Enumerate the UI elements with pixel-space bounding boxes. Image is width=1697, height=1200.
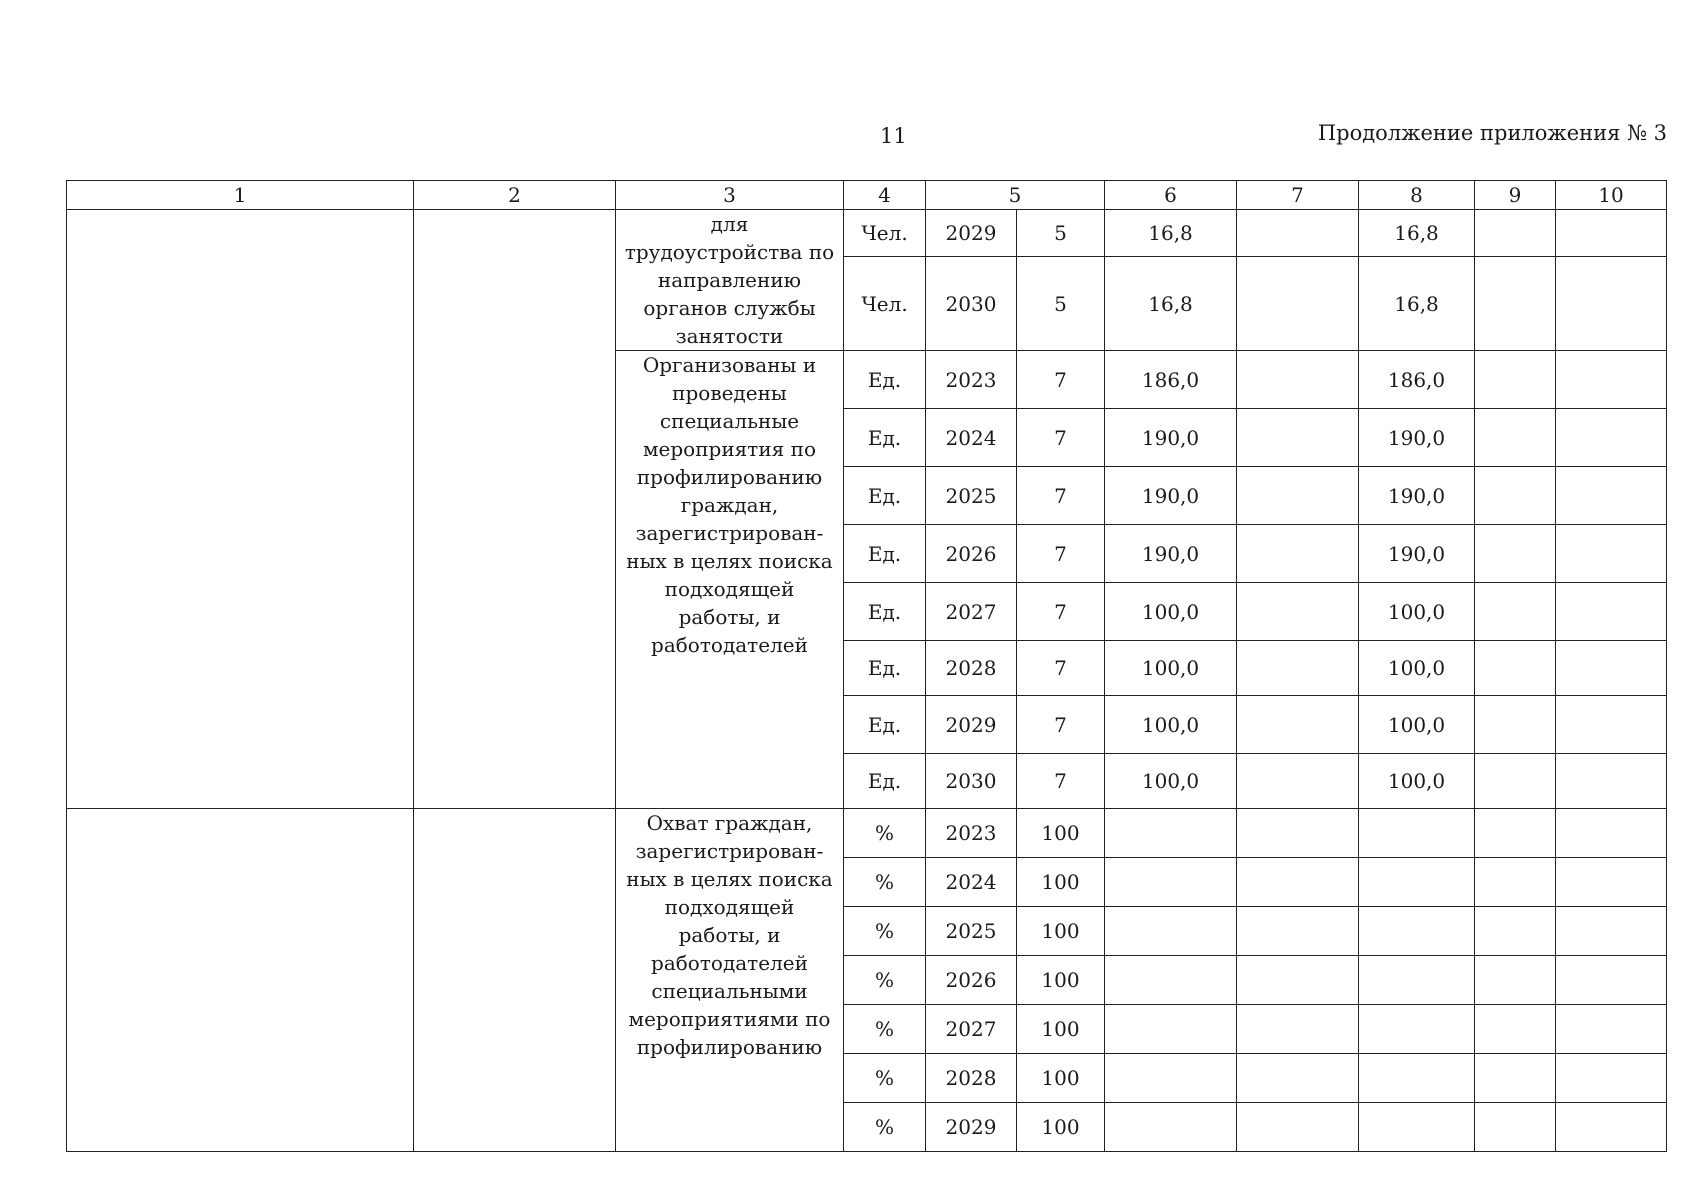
value-cell — [1556, 210, 1667, 257]
count-cell: 7 — [1017, 583, 1105, 641]
column-number: 3 — [616, 181, 844, 210]
column-number: 1 — [67, 181, 414, 210]
unit-cell: % — [844, 809, 926, 858]
value-cell — [1237, 809, 1359, 858]
value-cell: 190,0 — [1359, 525, 1475, 583]
value-cell — [1237, 956, 1359, 1005]
value-cell — [1556, 409, 1667, 467]
value-cell — [1359, 1005, 1475, 1054]
value-cell — [1556, 583, 1667, 641]
value-cell: 100,0 — [1359, 754, 1475, 809]
value-cell — [1237, 409, 1359, 467]
count-cell: 100 — [1017, 956, 1105, 1005]
value-cell — [1105, 907, 1237, 956]
year-cell: 2030 — [926, 754, 1017, 809]
column-number: 8 — [1359, 181, 1475, 210]
unit-cell: Ед. — [844, 351, 926, 409]
count-cell: 7 — [1017, 641, 1105, 696]
count-cell: 5 — [1017, 257, 1105, 351]
value-cell — [1475, 641, 1556, 696]
value-cell — [1556, 696, 1667, 754]
blank-cell-col1 — [67, 809, 414, 1152]
value-cell — [1556, 467, 1667, 525]
value-cell — [1237, 210, 1359, 257]
value-cell — [1105, 1054, 1237, 1103]
value-cell — [1475, 525, 1556, 583]
value-cell: 100,0 — [1105, 641, 1237, 696]
unit-cell: Ед. — [844, 696, 926, 754]
value-cell — [1475, 858, 1556, 907]
value-cell: 16,8 — [1359, 257, 1475, 351]
year-cell: 2027 — [926, 1005, 1017, 1054]
unit-cell: % — [844, 1054, 926, 1103]
value-cell — [1475, 956, 1556, 1005]
count-cell: 100 — [1017, 809, 1105, 858]
column-number-row — [67, 181, 1667, 210]
year-cell: 2027 — [926, 583, 1017, 641]
value-cell — [1105, 1005, 1237, 1054]
value-cell: 186,0 — [1105, 351, 1237, 409]
year-cell: 2024 — [926, 858, 1017, 907]
value-cell — [1556, 754, 1667, 809]
value-cell — [1556, 907, 1667, 956]
value-cell — [1556, 351, 1667, 409]
table-row — [67, 809, 1667, 858]
value-cell — [1105, 956, 1237, 1005]
count-cell: 7 — [1017, 409, 1105, 467]
value-cell: 186,0 — [1359, 351, 1475, 409]
count-cell: 7 — [1017, 696, 1105, 754]
unit-cell: Ед. — [844, 583, 926, 641]
value-cell — [1237, 1103, 1359, 1152]
value-cell: 16,8 — [1105, 210, 1237, 257]
page-number: 11 — [880, 124, 907, 148]
column-number: 9 — [1475, 181, 1556, 210]
table-row — [67, 210, 1667, 257]
count-cell: 7 — [1017, 525, 1105, 583]
value-cell: 100,0 — [1359, 696, 1475, 754]
count-cell: 7 — [1017, 754, 1105, 809]
value-cell — [1237, 1054, 1359, 1103]
value-cell: 190,0 — [1105, 409, 1237, 467]
value-cell — [1237, 525, 1359, 583]
count-cell: 100 — [1017, 858, 1105, 907]
year-cell: 2025 — [926, 907, 1017, 956]
value-cell: 100,0 — [1359, 583, 1475, 641]
value-cell — [1475, 1005, 1556, 1054]
value-cell — [1556, 641, 1667, 696]
value-cell — [1359, 956, 1475, 1005]
column-number: 2 — [414, 181, 616, 210]
indicators-table — [66, 180, 1667, 1152]
value-cell — [1475, 1103, 1556, 1152]
year-cell: 2024 — [926, 409, 1017, 467]
value-cell — [1475, 809, 1556, 858]
value-cell — [1237, 257, 1359, 351]
value-cell — [1237, 583, 1359, 641]
year-cell: 2023 — [926, 809, 1017, 858]
indicator-description: для трудоустройства по направлению органов службы занятости — [616, 210, 844, 351]
unit-cell: % — [844, 1103, 926, 1152]
indicator-description: Охват граждан, зарегистрирован-ных в целях поиска подходящей работы, и работодателей специальными мероприятиями по профилированию — [616, 809, 844, 1152]
value-cell — [1105, 1103, 1237, 1152]
year-cell: 2029 — [926, 1103, 1017, 1152]
value-cell — [1475, 907, 1556, 956]
value-cell — [1237, 467, 1359, 525]
count-cell: 100 — [1017, 1054, 1105, 1103]
value-cell — [1475, 583, 1556, 641]
value-cell: 190,0 — [1359, 409, 1475, 467]
year-cell: 2026 — [926, 956, 1017, 1005]
column-number: 7 — [1237, 181, 1359, 210]
value-cell — [1556, 1103, 1667, 1152]
value-cell — [1237, 696, 1359, 754]
indicator-description: Организованы и проведены специальные мероприятия по профилированию граждан, зарегистрирован-ных в целях поиска подходящей работы, и работодателей — [616, 351, 844, 809]
value-cell — [1359, 858, 1475, 907]
value-cell — [1359, 1103, 1475, 1152]
unit-cell: Чел. — [844, 210, 926, 257]
value-cell — [1237, 641, 1359, 696]
unit-cell: % — [844, 1005, 926, 1054]
value-cell — [1556, 257, 1667, 351]
count-cell: 7 — [1017, 351, 1105, 409]
unit-cell: Ед. — [844, 409, 926, 467]
value-cell — [1475, 257, 1556, 351]
year-cell: 2023 — [926, 351, 1017, 409]
value-cell — [1359, 809, 1475, 858]
value-cell — [1556, 1054, 1667, 1103]
year-cell: 2030 — [926, 257, 1017, 351]
blank-cell-col1 — [67, 210, 414, 809]
appendix-note: Продолжение приложения № 3 — [1317, 121, 1667, 145]
unit-cell: % — [844, 956, 926, 1005]
count-cell: 100 — [1017, 1005, 1105, 1054]
column-number: 6 — [1105, 181, 1237, 210]
column-number: 10 — [1556, 181, 1667, 210]
count-cell: 5 — [1017, 210, 1105, 257]
value-cell — [1556, 809, 1667, 858]
value-cell — [1556, 1005, 1667, 1054]
value-cell — [1475, 696, 1556, 754]
value-cell: 190,0 — [1359, 467, 1475, 525]
column-number: 4 — [844, 181, 926, 210]
unit-cell: Ед. — [844, 754, 926, 809]
value-cell: 16,8 — [1105, 257, 1237, 351]
value-cell — [1105, 809, 1237, 858]
blank-cell-col2 — [414, 210, 616, 809]
unit-cell: % — [844, 907, 926, 956]
column-number: 5 — [926, 181, 1105, 210]
value-cell — [1556, 956, 1667, 1005]
unit-cell: Ед. — [844, 641, 926, 696]
value-cell — [1237, 754, 1359, 809]
count-cell: 7 — [1017, 467, 1105, 525]
value-cell — [1475, 1054, 1556, 1103]
value-cell: 100,0 — [1359, 641, 1475, 696]
unit-cell: Чел. — [844, 257, 926, 351]
value-cell: 16,8 — [1359, 210, 1475, 257]
year-cell: 2028 — [926, 641, 1017, 696]
value-cell: 190,0 — [1105, 467, 1237, 525]
value-cell — [1475, 351, 1556, 409]
value-cell — [1359, 1054, 1475, 1103]
value-cell: 100,0 — [1105, 583, 1237, 641]
value-cell — [1359, 907, 1475, 956]
value-cell — [1237, 907, 1359, 956]
value-cell: 100,0 — [1105, 696, 1237, 754]
value-cell — [1237, 351, 1359, 409]
year-cell: 2028 — [926, 1054, 1017, 1103]
value-cell — [1475, 467, 1556, 525]
value-cell — [1556, 525, 1667, 583]
value-cell — [1105, 858, 1237, 907]
value-cell: 190,0 — [1105, 525, 1237, 583]
year-cell: 2025 — [926, 467, 1017, 525]
value-cell: 100,0 — [1105, 754, 1237, 809]
year-cell: 2029 — [926, 696, 1017, 754]
value-cell — [1475, 754, 1556, 809]
count-cell: 100 — [1017, 907, 1105, 956]
year-cell: 2026 — [926, 525, 1017, 583]
unit-cell: Ед. — [844, 467, 926, 525]
year-cell: 2029 — [926, 210, 1017, 257]
value-cell — [1237, 858, 1359, 907]
value-cell — [1237, 1005, 1359, 1054]
value-cell — [1475, 409, 1556, 467]
count-cell: 100 — [1017, 1103, 1105, 1152]
unit-cell: Ед. — [844, 525, 926, 583]
unit-cell: % — [844, 858, 926, 907]
value-cell — [1475, 210, 1556, 257]
blank-cell-col2 — [414, 809, 616, 1152]
value-cell — [1556, 858, 1667, 907]
